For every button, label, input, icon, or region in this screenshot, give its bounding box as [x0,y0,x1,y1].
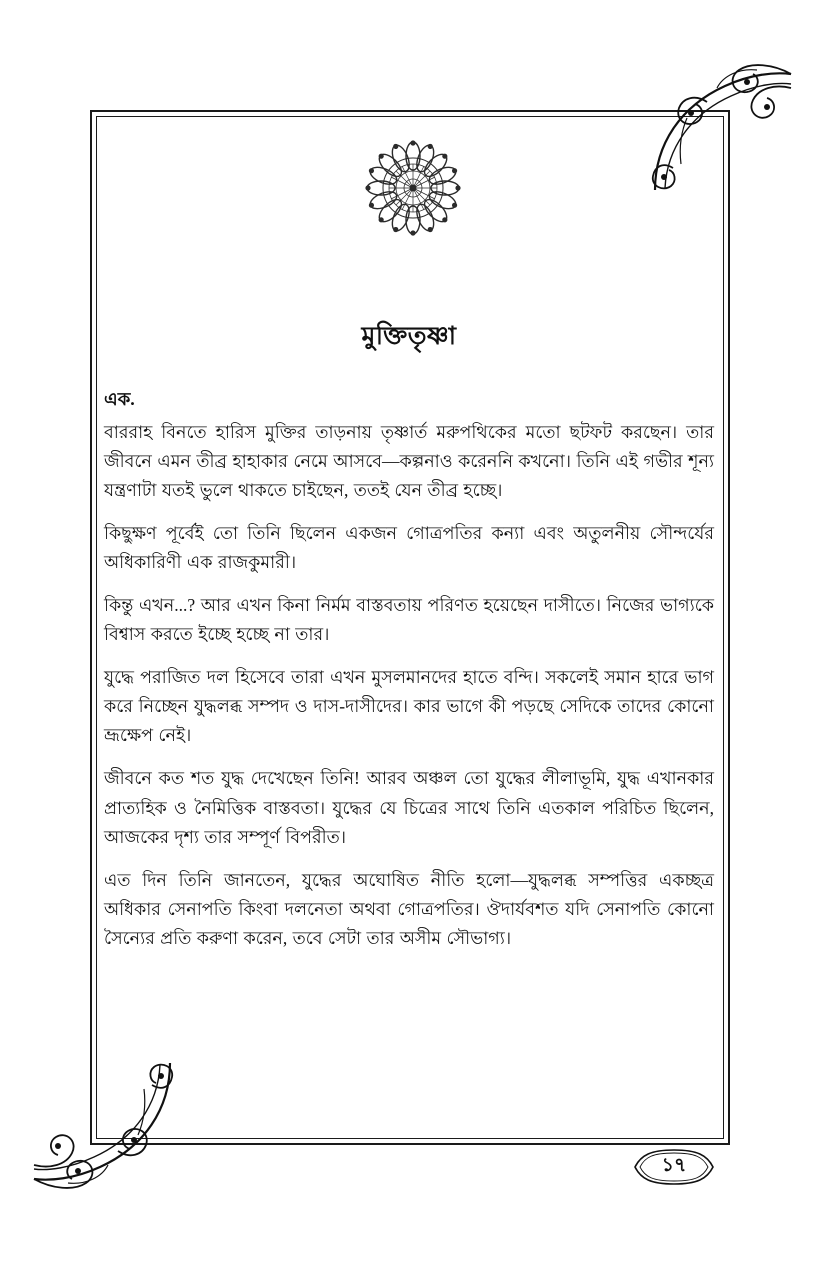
body-paragraph: জীবনে কত শত যুদ্ধ দেখেছেন তিনি! আরব অঞ্চল তো যুদ্ধের লীলাভূমি, যুদ্ধ এখানকার প্রাত্যহিক ও নৈমিত্তিক বাস্তবতা। যুদ্ধের যে চিত্রের সাথে তিনি এতকাল পরিচিত ছিলেন, আজকের দৃশ্য তার সম্পূর্ণ বিপরীত। [104,768,714,847]
page-number-text: ১৭ [661,1155,687,1176]
floral-medallion-icon [353,128,473,248]
body-paragraph: কিন্তু এখন...? আর এখন কিনা নির্মম বাস্তবতায় পরিণত হয়েছেন দাসীতে। নিজের ভাগ্যকে বিশ্বাস করতে ইচ্ছে হচ্ছে না তার। [104,595,714,645]
page-content [100,316,720,953]
chapter-title: মুক্তিতৃষ্ণা [361,323,457,350]
body-paragraph: এত দিন তিনি জানতেন, যুদ্ধের অঘোষিত নীতি হলো—যুদ্ধলব্ধ সম্পত্তির একচ্ছত্র অধিকার সেনাপতি কিংবা দলনেতা অথবা গোত্রপতির। ঔদার্যবশত যদি সেনাপতি কোনো সৈন্যের প্রতি করুণা করেন, তবে সেটা তার অসীম সৌভাগ্য। [104,869,714,948]
corner-flourish-icon [647,48,797,198]
corner-flourish-icon [28,1055,178,1205]
body-paragraph: বাররাহ বিনতে হারিস মুক্তির তাড়নায় তৃষ্ণার্ত মরুপথিকের মতো ছটফট করছেন। তার জীবনে এমন তীব্র হাহাকার নেমে আসবে—কল্পনাও করেননি কখনো। তিনি এই গভীর শূন্য যন্ত্রণাটা যতই ভুলে থাকতে চাইছেন, ততই যেন তীব্র হচ্ছে। [104,422,714,501]
page-number-badge [631,1147,717,1187]
section-label: এক. [104,389,135,409]
body-paragraph: যুদ্ধে পরাজিত দল হিসেবে তারা এখন মুসলমানদের হাতে বন্দি। সকলেই সমান হারে ভাগ করে নিচ্ছেন যুদ্ধলব্ধ সম্পদ ও দাস-দাসীদের। কার ভাগে কী পড়ছে সেদিকে তাদের কোনো ভ্রূক্ষেপ নেই। [104,667,714,746]
body-paragraph: কিছুক্ষণ পূর্বেই তো তিনি ছিলেন একজন গোত্রপতির কন্যা এবং অতুলনীয় সৌন্দর্যের অধিকারিণী এক রাজকুমারী। [104,523,714,573]
